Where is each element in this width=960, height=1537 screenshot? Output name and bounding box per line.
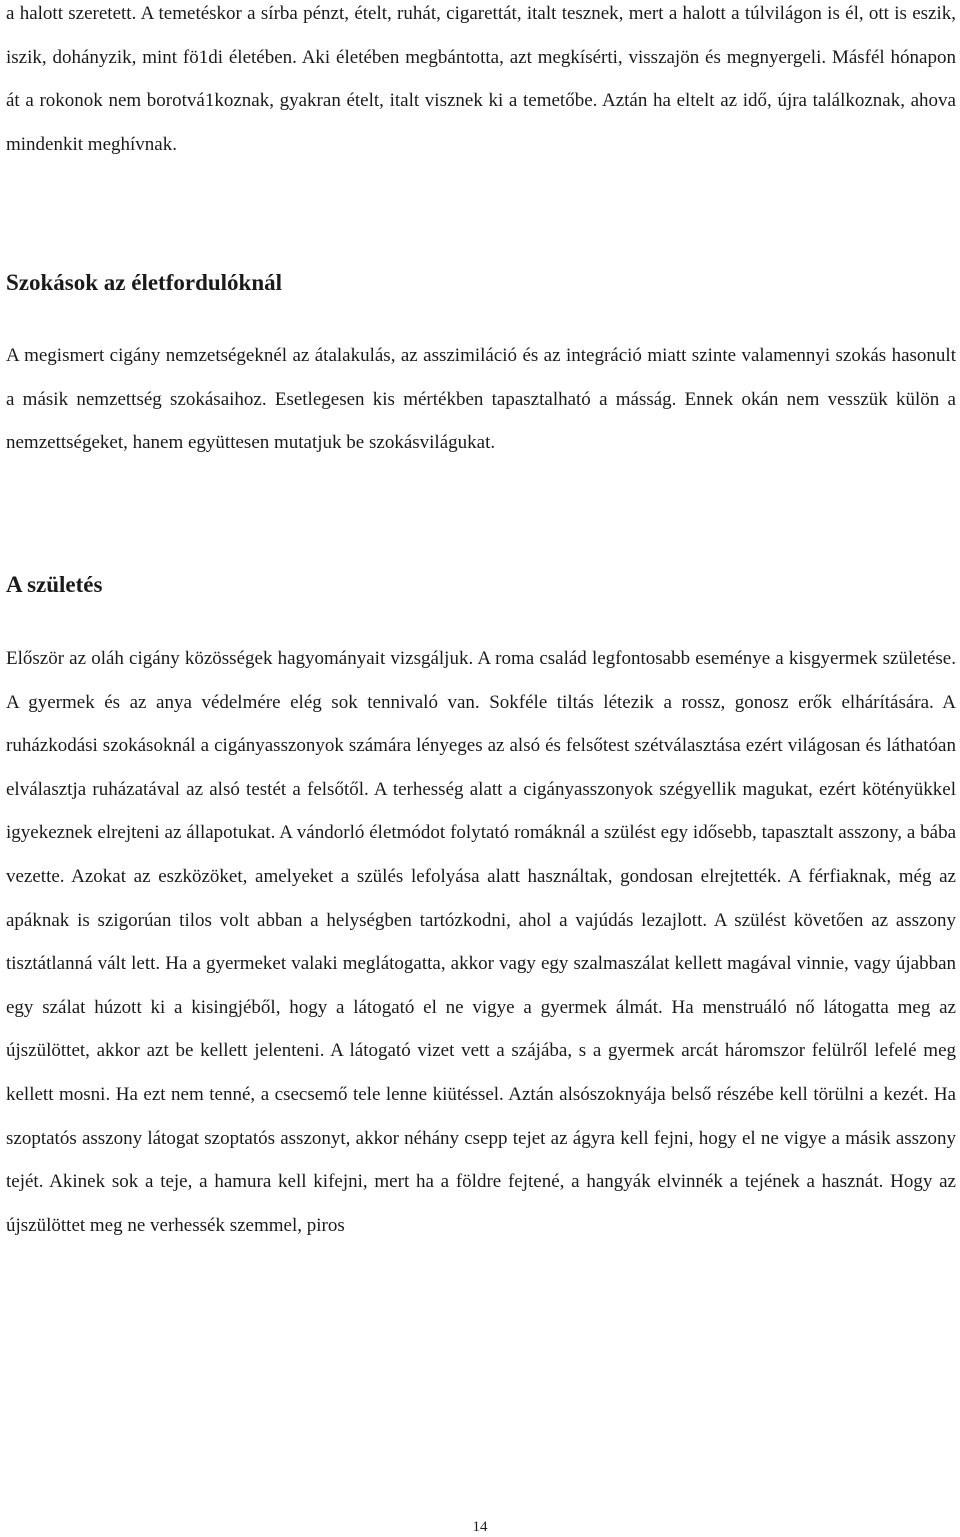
- heading-life-transition-customs: Szokások az életfordulóknál: [6, 270, 283, 295]
- heading-birth: A születés: [6, 572, 103, 597]
- paragraph-assimilation: A megismert cigány nemzetségeknél az átalakulás, az asszimiláció és az integráció miatt szinte valamennyi szokás hasonult a másik nemzettség szokásaihoz. Esetlegesen kis mértékben tapasztalható a másság. Ennek okán nem vesszük külön a nemzettségeket, hanem együttesen mutatjuk be szokásvilágukat.: [6, 345, 956, 454]
- page-number: 14: [472, 1519, 488, 1535]
- paragraph-funeral-customs: a halott szeretett. A temetéskor a sírba pénzt, ételt, ruhát, cigarettát, italt tesznek, mert a halott a túlvilágon is él, ott is eszik, iszik, dohányzik, mint fö1di életében. Aki életében megbántotta, azt megkísérti, visszajön és megnyergeli. Másfél hónapon át a rokonok nem borotvá1koznak, gyakran ételt, italt visznek ki a temetőbe. Aztán ha eltelt az idő, újra találkoznak, ahova mindenkit meghívnak.: [6, 3, 956, 155]
- paragraph-birth-customs: Először az oláh cigány közösségek hagyományait vizsgáljuk. A roma család legfontosabb eseménye a kisgyermek születése. A gyermek és az anya védelmére elég sok tennivaló van. Sokféle tiltás létezik a rossz, gonosz erők elhárítására. A ruházkodási szokásoknál a cigányasszonyok számára lényeges az alsó és felsőtest szétválasztása ezért világosan és láthatóan elválasztja ruházatával az alsó testét a felsőtől. A terhesség alatt a cigányasszonyok szégyellik magukat, ezért kötényükkel igyekeznek elrejteni az állapotukat. A vándorló életmódot folytató romáknál a szülést egy idősebb, tapasztalt asszony, a bába vezette. Azokat az eszközöket, amelyeket a szülés lefolyása alatt használtak, gondosan elrejtették. A férfiaknak, még az apáknak is szigorúan tilos volt abban a helységben tartózkodni, ahol a vajúdás lezajlott. A szülést követően az asszony tisztátlanná vált lett. Ha a gyermeket valaki meglátogatta, akkor vagy egy szalmaszálat kellett magával vinnie, vagy újabban egy szálat húzott ki a kisingjéből, hogy a látogató el ne vigye a gyermek álmát. Ha menstruáló nő látogatta meg az újszülöttet, akkor azt be kellett jelenteni. A látogató vizet vett a szájába, s a gyermek arcát háromszor felülről lefelé meg kellett mosni. Ha ezt nem tenné, a csecsemő tele lenne kiütéssel. Aztán alsószoknyája belső részébe kell törülni a kezét. Ha szoptatós asszony látogat szoptatós asszonyt, akkor néhány csepp tejet az ágyra kell fejni, hogy el ne vigye a másik asszony tejét. Akinek sok a teje, a hamura kell kifejni, mert ha a földre fejtené, a hangyák elvinnék a tejének a hasznát. Hogy az újszülöttet meg ne verhessék szemmel, piros: [6, 648, 956, 1236]
